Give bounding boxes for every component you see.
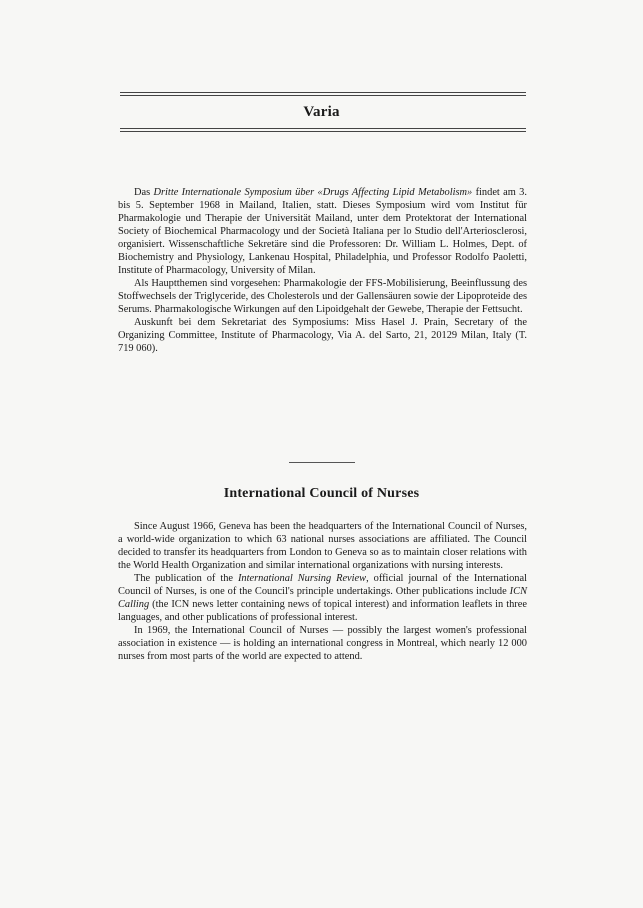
varia-paragraph-3: Auskunft bei dem Sekretariat des Symposiums: Miss Hasel J. Prain, Secretary of the Organizing Committee, Institute of Pharmacology, Via A. del Sarto, 21, 20129 Milan, Italy (T. 719 060). — [118, 317, 527, 354]
varia-p1-start: Das — [134, 187, 154, 198]
section-title-icn: International Council of Nurses — [223, 486, 420, 501]
section-title-varia: Varia — [303, 104, 340, 120]
journal-title: International Nursing Review — [237, 573, 367, 584]
title-rule-upper — [120, 128, 526, 129]
top-rule-lower — [120, 95, 526, 96]
varia-text-block — [118, 186, 527, 355]
icn-p2-middle: , official journal of the International Council of Nurses, is one of the Council's principle undertakings. Other publications include — [118, 573, 527, 597]
icn-paragraph-3: In 1969, the International Council of Nurses — possibly the largest women's professional association in existence — is holding an international congress in Montreal, which nearly 12 000 nurses from most parts of the world are expected to attend. — [118, 625, 527, 662]
varia-paragraph-2: Als Hauptthemen sind vorgesehen: Pharmakologie der FFS-Mobilisierung, Beeinflussung des Stoffwechsels der Triglyceride, des Cholesterols und der Gallensäuren sowie der Lipoproteide des Serums. Pharmakologische Wirkungen auf den Lipoidgehalt der Gewebe, Therapie der Fettsucht. — [118, 278, 527, 315]
varia-paragraph-1 — [118, 186, 527, 277]
top-rule-upper — [120, 92, 526, 93]
icn-p2-end: (the ICN news letter containing news of topical interest) and information leaflets in three languages, and other publications of professional interest. — [118, 599, 527, 623]
symposium-title: Dritte Internationale Symposium über «Drugs Affecting Lipid Metabolism» — [153, 187, 473, 198]
newsletter-title: ICN Calling — [118, 586, 527, 610]
section-separator — [289, 462, 355, 463]
icn-p2-start: The publication of the — [134, 573, 238, 584]
icn-text-block — [118, 520, 527, 663]
icn-paragraph-2 — [118, 572, 527, 624]
icn-paragraph-1: Since August 1966, Geneva has been the headquarters of the International Council of Nurses, a world-wide organization to which 63 national nurses associations are affiliated. The Council decided to transfer its headquarters from London to Geneva so as to maintain closer relations with the World Health Organization and similar international organizations with nursing interests. — [118, 521, 527, 571]
title-rule-lower — [120, 131, 526, 132]
varia-p1-rest: findet am 3. bis 5. September 1968 in Mailand, Italien, statt. Dieses Symposium wird vom Institut für Pharmakologie und Therapie der Universität Mailand, unter dem Protektorat der International Society of Biochemical Pharmacology und der Società Italiana per lo Studio dell'Arteriosclerosi, organisiert. Wissenschaftliche Sekretäre sind die Professoren: Dr. William L. Holmes, Dept. of Biochemistry and Physiology, Lankenau Hospital, Philadelphia, und Professor Rodolfo Paoletti, Institute of Pharmacology, University of Milan. — [118, 187, 527, 276]
